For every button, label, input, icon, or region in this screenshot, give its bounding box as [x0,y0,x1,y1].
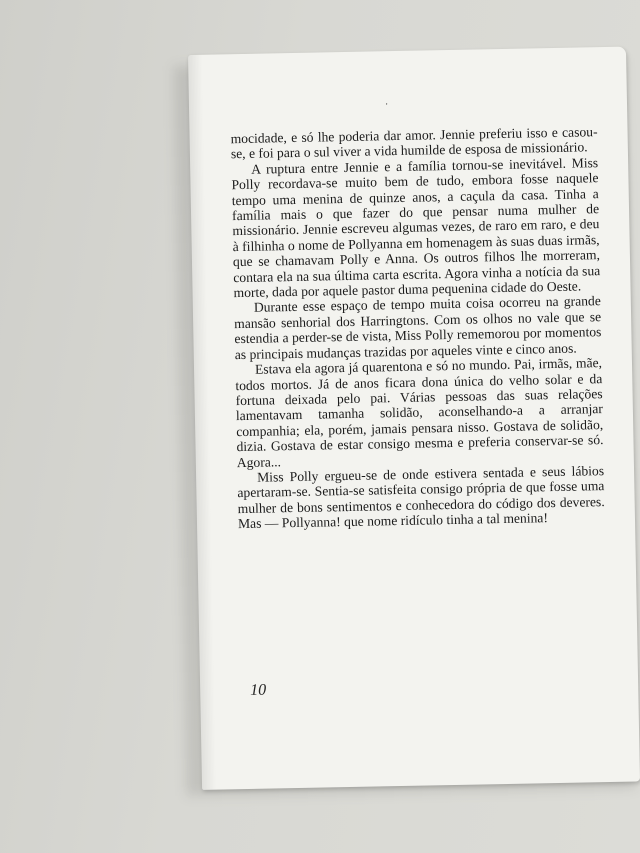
page-number: 10 [250,681,267,699]
printer-mark: · [384,99,389,111]
paragraph-4: Estava ela agora já quarentona e só no mundo. Pai, irmãs, mãe, todos mortos. Já de anos ficara dona única do velho solar e da fortuna deixada pelo pai. Várias pessoas das suas relações lamentavam tamanha solidão, aconselhando-a a arranjar companhia; ela, porém, jamais pensara nisso. Gostava de solidão, dizia. Gostava de estar consigo mesma e preferia conservar-se só. Agora... [235,355,604,470]
paragraph-2: A ruptura entre Jennie e a família tornou-se inevitável. Miss Polly recordava-se muito bem de tudo, embora fosse naquele tempo uma menina de quinze anos, a caçula da casa. Tinha a família mais o que fazer do que pensar numa mulher de missionário. Jennie escreveu algumas vezes, de raro em raro, e deu à filhinha o nome de Pollyanna em homenagem às suas duas irmãs, que se chamavam Polly e Anna. Os outros filhos lhe morreram, contara ela na sua última carta escrita. Agora vinha a notícia da sua morte, dada por aquele pastor duma pequenina cidade do Oeste. [231,154,601,301]
paragraph-3: Durante esse espaço de tempo muita coisa ocorreu na grande mansão senhorial dos Harringtons. Com os olhos no vale que se estendia a perder-se de vista, Miss Polly rememorou por momentos as principais mudanças trazidas por aqueles vinte e cinco anos. [234,293,602,362]
book-page [188,47,640,790]
body-text [230,124,605,532]
paragraph-1: mocidade, e só lhe poderia dar amor. Jennie preferiu isso e casou-se, e foi para o sul viver a vida humilde de esposa de missionário. [230,124,598,162]
paragraph-5: Miss Polly ergueu-se de onde estivera sentada e seus lábios apertaram-se. Sentia-se satisfeita consigo própria de que fosse uma mulher de bons sentimentos e conhecedora do código dos deveres. Mas — Pollyanna! que nome ridículo tinha a tal menina! [237,463,605,532]
